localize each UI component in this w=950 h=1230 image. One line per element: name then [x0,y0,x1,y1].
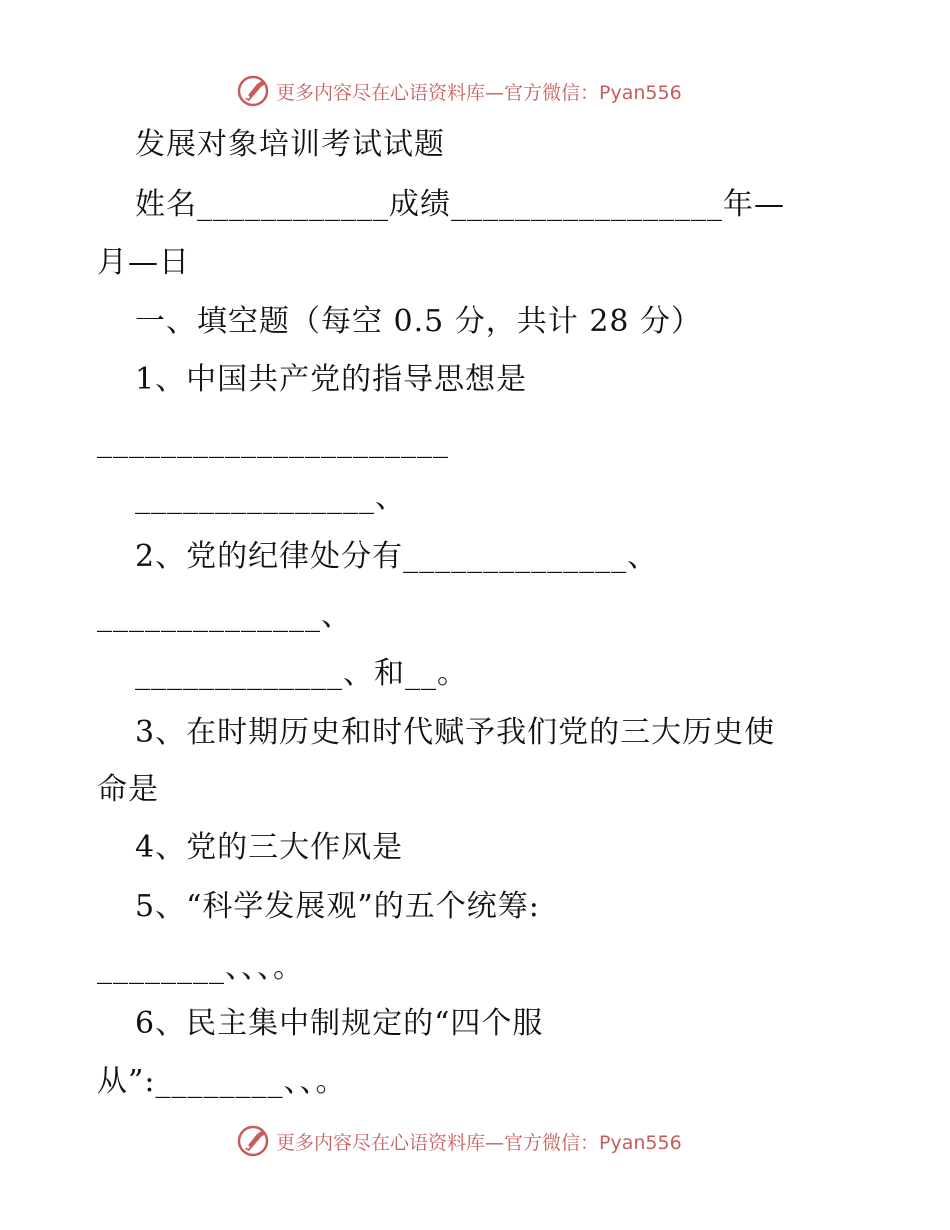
watermark-text: 更多内容尽在心语资料库—官方微信：Pyan556 [276,1131,682,1154]
question-5-blank-line: ________、、、。 [97,950,304,985]
header-name-score-line: 姓名____________成绩_________________年— [135,187,785,222]
document-title: 发展对象培训考试试题 [135,127,445,162]
header-date-line: 月—日 [97,245,190,280]
question-1-blank-2: _______________、 [135,480,406,515]
question-4-text: 4、党的三大作风是 [135,830,404,865]
pen-nib-logo-icon [236,1124,270,1158]
question-1-blank-1: ______________________ [97,424,449,459]
question-2-blank-line: ______________、 [97,598,352,633]
question-2-final-line: _____________、和__。 [135,656,468,691]
question-1-text: 1、中国共产党的指导思想是 [135,362,528,397]
watermark-bottom [236,1124,682,1158]
question-2-text: 2、党的纪律处分有______________、 [135,539,659,574]
watermark-top [236,74,682,108]
question-3-continuation: 命是 [97,772,159,807]
question-6-continuation: 从”:________、、。 [97,1064,347,1099]
watermark-text: 更多内容尽在心语资料库—官方微信：Pyan556 [276,81,682,104]
question-3-text: 3、在时期历史和时代赋予我们党的三大历史使 [135,715,776,750]
section-1-heading: 一、填空题（每空 0.5 分，共计 28 分） [135,304,703,339]
question-6-text: 6、民主集中制规定的“四个服 [135,1006,544,1041]
pen-nib-logo-icon [236,74,270,108]
question-5-text: 5、“科学发展观”的五个统筹: [135,889,540,924]
